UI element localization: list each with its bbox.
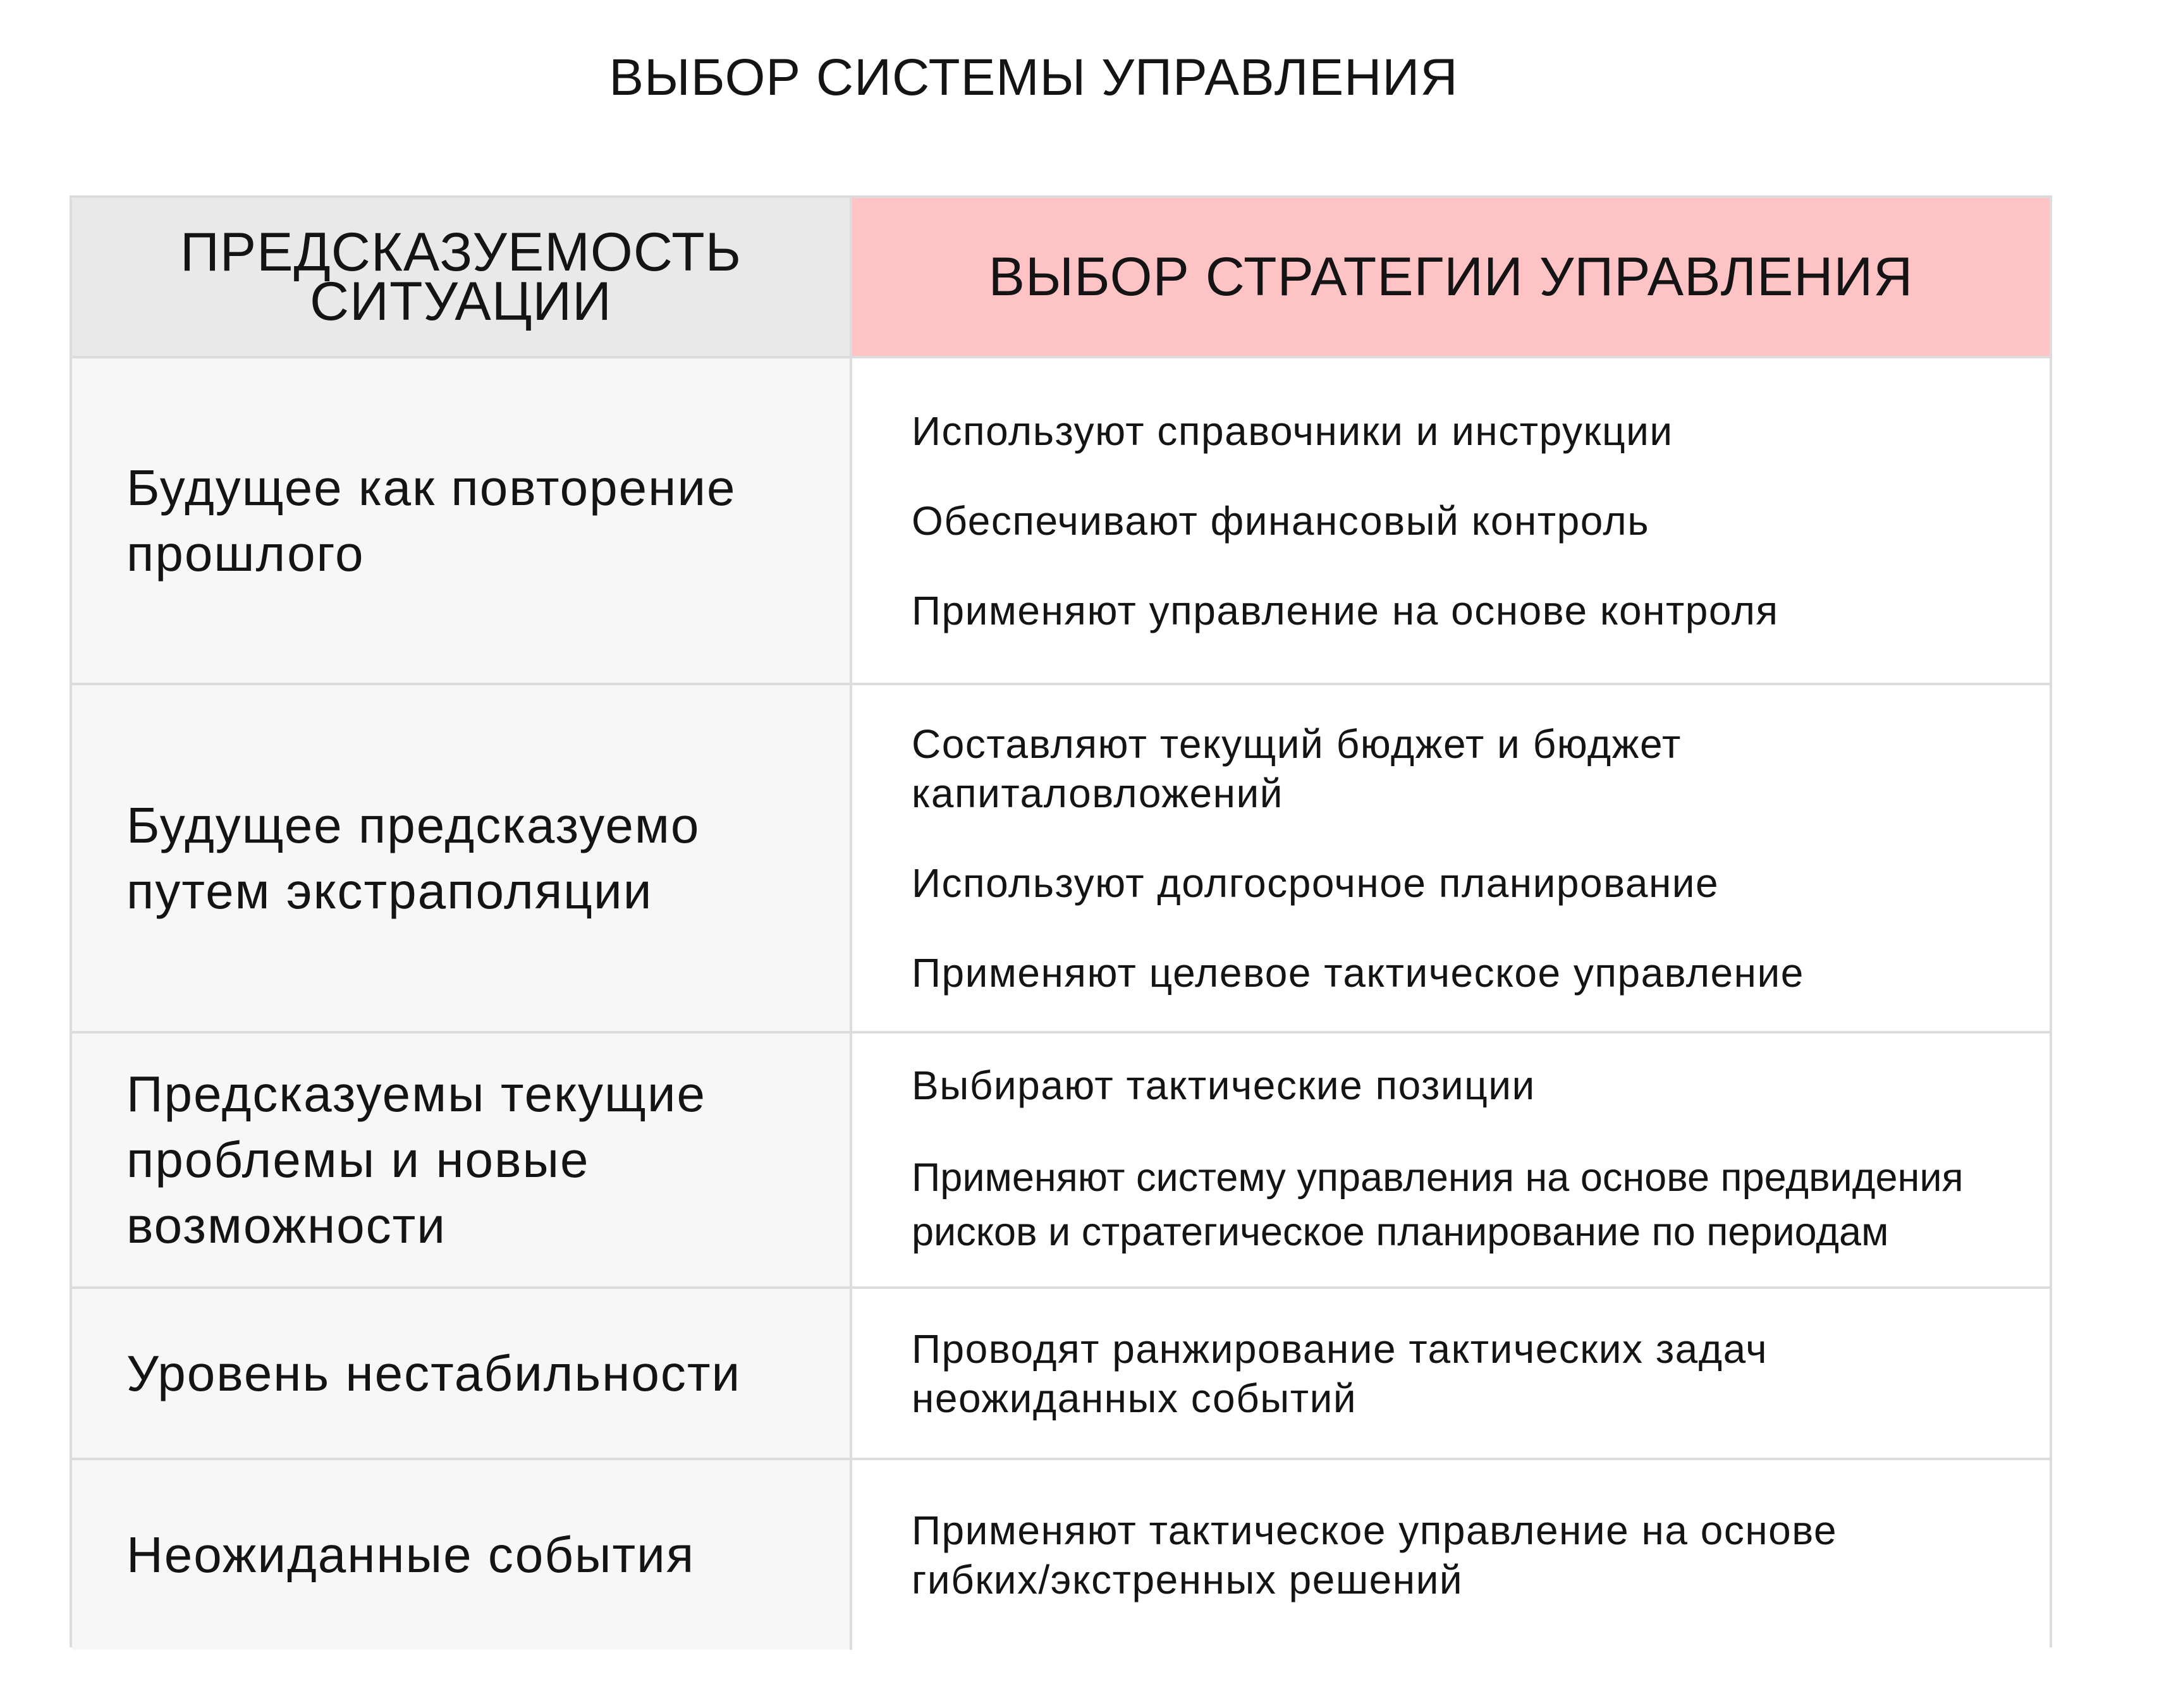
situation-line: возможности xyxy=(126,1197,446,1254)
strategy-item xyxy=(912,1324,2031,1423)
strategy-item: Применяют целевое тактическое управление xyxy=(912,949,1804,996)
strategy-item: Применяют управление на основе контроля xyxy=(912,587,1779,633)
situation-cell xyxy=(72,1460,852,1650)
strategy-item xyxy=(912,1506,2031,1604)
strategy-item: Используют долгосрочное планирование xyxy=(912,860,1720,906)
situation-cell xyxy=(72,1034,852,1289)
strategy-line: капиталовложений xyxy=(912,770,1283,816)
page-title: ВЫБОР СИСТЕМЫ УПРАВЛЕНИЯ xyxy=(609,49,1458,106)
strategy-item: Обеспечивают финансовый контроль xyxy=(912,497,1650,544)
header-predictability-line2: СИТУАЦИИ xyxy=(310,271,612,332)
situation-line: Будущее предсказуемо xyxy=(126,796,700,853)
strategy-line: рисков и стратегическое планирование по периодам xyxy=(912,1210,1889,1254)
strategies-cell xyxy=(852,685,2050,1034)
strategies-cell xyxy=(852,1460,2050,1650)
strategy-line: Применяют систему управления на основе предвидения xyxy=(912,1156,1964,1200)
header-predictability xyxy=(72,198,852,358)
strategy-line: гибких/экстренных решений xyxy=(912,1557,1464,1602)
situation-line: путем экстраполяции xyxy=(126,862,653,919)
situation-cell xyxy=(72,1289,852,1460)
strategy-line: Составляют текущий бюджет и бюджет xyxy=(912,721,1682,767)
situation-cell xyxy=(72,685,852,1034)
situation-line: Неожиданные события xyxy=(126,1527,695,1583)
strategy-item xyxy=(912,719,2031,818)
strategies-cell xyxy=(852,358,2050,685)
strategies-cell xyxy=(852,1034,2050,1289)
situation-cell xyxy=(72,358,852,685)
strategy-table xyxy=(70,195,2052,1647)
header-strategy-choice xyxy=(852,198,2050,358)
header-predictability-line1: ПРЕДСКАЗУЕМОСТЬ xyxy=(180,222,742,283)
strategy-item xyxy=(912,1150,2031,1259)
situation-line: Уровень нестабильности xyxy=(126,1345,742,1401)
situation-line: Предсказуемы текущие xyxy=(126,1066,706,1122)
strategy-item: Используют справочники и инструкции xyxy=(912,408,1673,454)
strategy-item: Выбирают тактические позиции xyxy=(912,1063,1536,1108)
situation-line: прошлого xyxy=(126,525,365,582)
situation-line: проблемы и новые xyxy=(126,1132,590,1188)
strategies-cell xyxy=(852,1289,2050,1460)
strategy-line: Проводят ранжирование тактических задач xyxy=(912,1326,1768,1372)
strategy-line: Применяют тактическое управление на основе xyxy=(912,1508,1838,1553)
strategy-line: неожиданных событий xyxy=(912,1375,1357,1421)
header-strategy-choice-text: ВЫБОР СТРАТЕГИИ УПРАВЛЕНИЯ xyxy=(988,247,1914,307)
situation-line: Будущее как повторение xyxy=(126,459,737,516)
